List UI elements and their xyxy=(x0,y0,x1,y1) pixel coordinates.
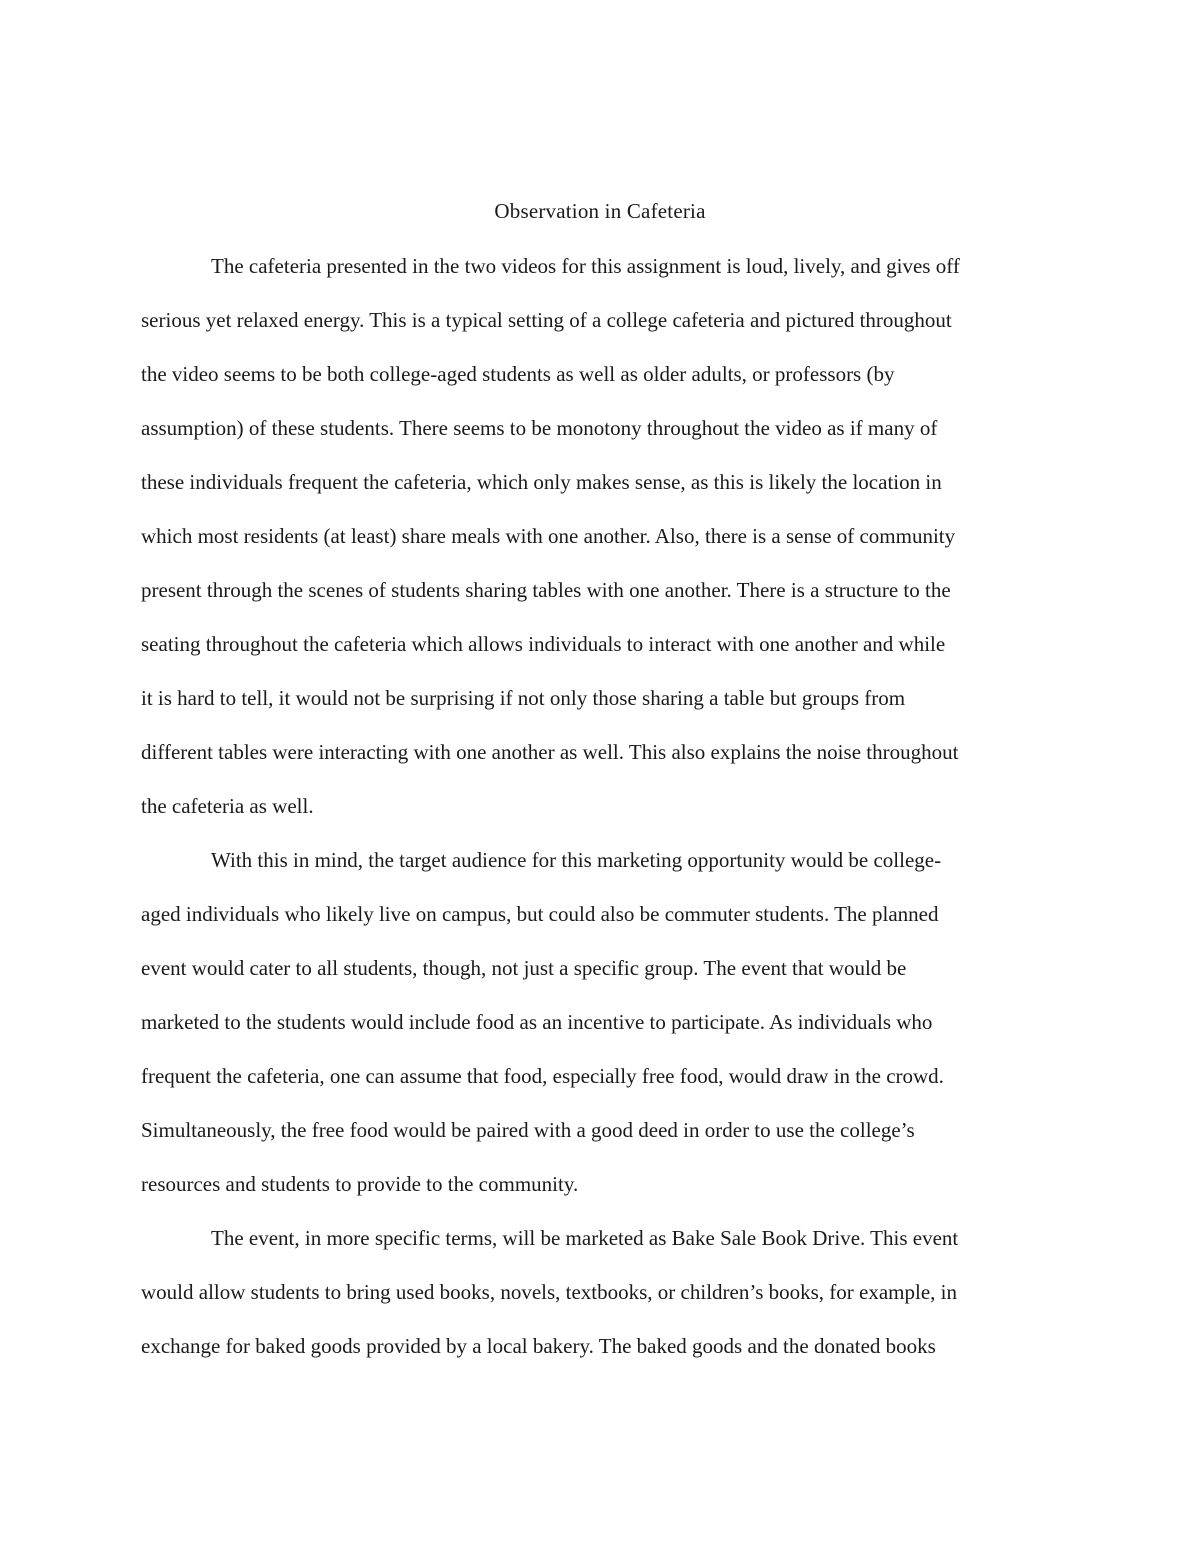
text-line: resources and students to provide to the community. xyxy=(141,1172,579,1196)
paragraph-3 xyxy=(141,1211,1061,1373)
text-line: serious yet relaxed energy. This is a typical setting of a college cafeteria and pictured throughout xyxy=(141,308,952,332)
text-line: seating throughout the cafeteria which allows individuals to interact with one another and while xyxy=(141,632,946,656)
text-line: exchange for baked goods provided by a local bakery. The baked goods and the donated books xyxy=(141,1334,936,1358)
text-line: assumption) of these students. There seems to be monotony throughout the video as if many of xyxy=(141,416,938,440)
text-line: present through the scenes of students sharing tables with one another. There is a structure to the xyxy=(141,578,951,602)
text-line: The cafeteria presented in the two videos for this assignment is loud, lively, and gives off xyxy=(211,254,960,278)
text-line: different tables were interacting with one another as well. This also explains the noise throughout xyxy=(141,740,959,764)
text-line: it is hard to tell, it would not be surprising if not only those sharing a table but groups from xyxy=(141,686,906,710)
text-line: these individuals frequent the cafeteria, which only makes sense, as this is likely the location in xyxy=(141,470,942,494)
document-title: Observation in Cafeteria xyxy=(494,199,706,223)
text-line: The event, in more specific terms, will be marketed as Bake Sale Book Drive. This event xyxy=(211,1226,959,1250)
text-line: would allow students to bring used books, novels, textbooks, or children’s books, for example, in xyxy=(141,1280,957,1304)
text-line: event would cater to all students, though, not just a specific group. The event that would be xyxy=(141,956,907,980)
text-line: which most residents (at least) share meals with one another. Also, there is a sense of community xyxy=(141,524,956,548)
text-line: frequent the cafeteria, one can assume that food, especially free food, would draw in the crowd. xyxy=(141,1064,944,1088)
paragraph-2 xyxy=(141,833,1061,1211)
text-line: aged individuals who likely live on campus, but could also be commuter students. The planned xyxy=(141,902,939,926)
text-line: With this in mind, the target audience for this marketing opportunity would be college- xyxy=(211,848,942,872)
text-line: the cafeteria as well. xyxy=(141,794,314,818)
text-line: marketed to the students would include food as an incentive to participate. As individuals who xyxy=(141,1010,933,1034)
paragraph-1 xyxy=(141,239,1061,833)
text-line: Simultaneously, the free food would be paired with a good deed in order to use the college’s xyxy=(141,1118,915,1142)
text-line: the video seems to be both college-aged students as well as older adults, or professors (by xyxy=(141,362,895,386)
